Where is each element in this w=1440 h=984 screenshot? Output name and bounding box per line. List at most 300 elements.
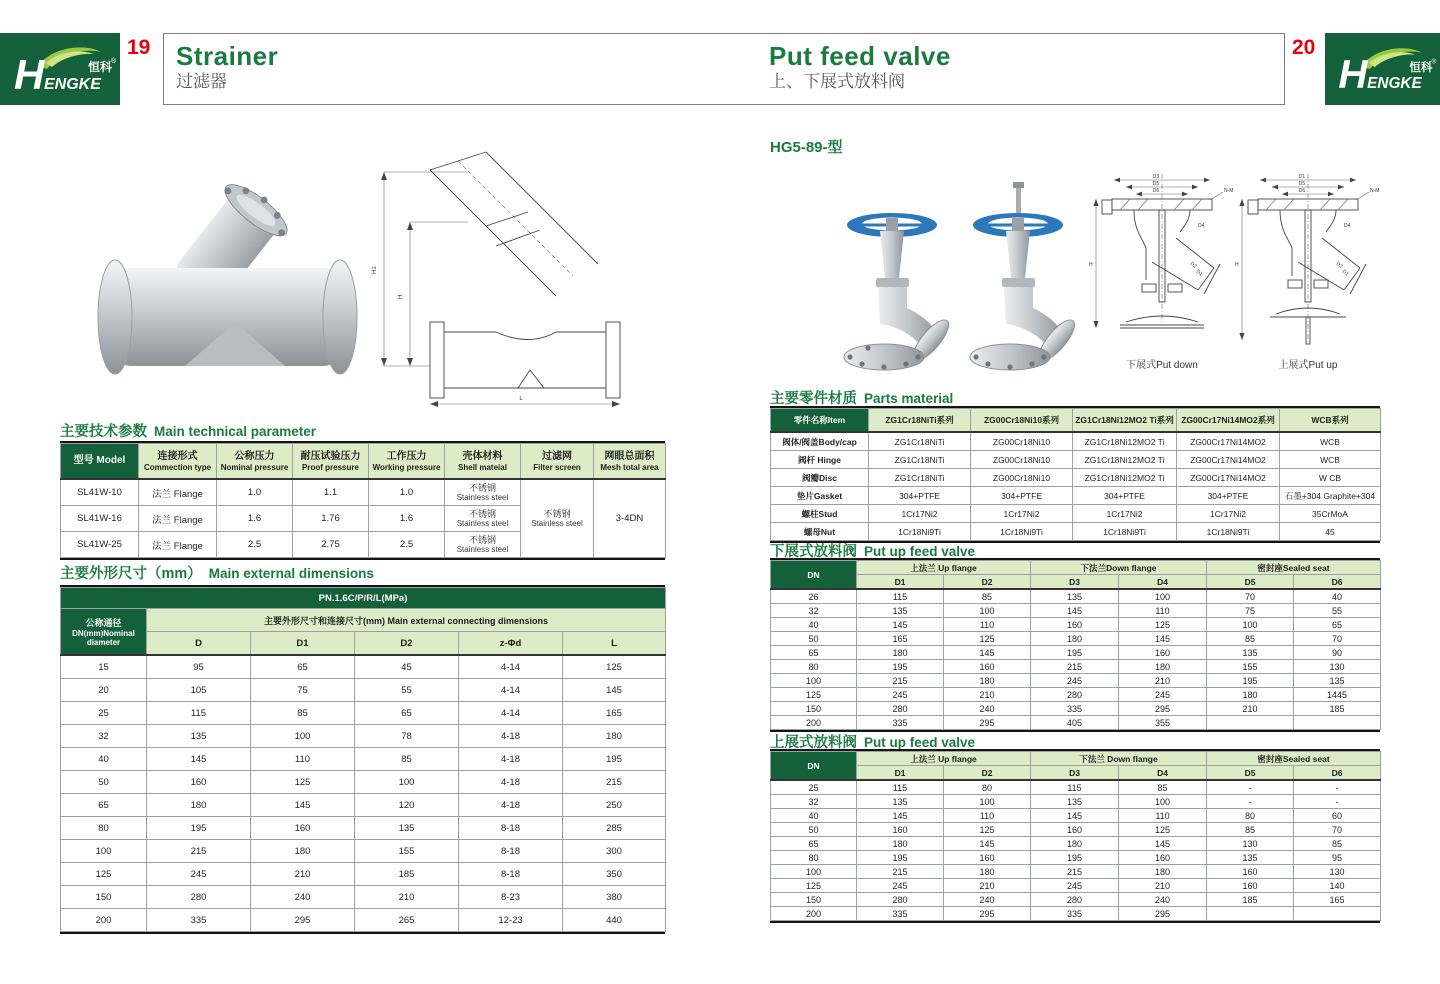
- pn-header-row: [61, 588, 666, 609]
- table-cell: 125: [771, 688, 857, 702]
- col-header-d5: D5: [1207, 575, 1294, 590]
- col-header-zd: z-Φd: [459, 632, 563, 656]
- table-cell: 155: [355, 840, 459, 863]
- table-cell: 160: [1031, 823, 1119, 837]
- table-cell: 180: [1119, 660, 1207, 674]
- col-header-d6: D6: [1294, 575, 1381, 590]
- table-cell: 160: [944, 851, 1031, 865]
- table-cell: 135: [355, 817, 459, 840]
- table-cell: 380: [563, 886, 666, 909]
- table-cell: -: [1207, 780, 1294, 795]
- col-header-d1: D1: [251, 632, 355, 656]
- table-row: [771, 432, 1381, 451]
- table-cell: 1Cr17Ni2: [869, 505, 971, 523]
- table-cell: 160: [944, 660, 1031, 674]
- svg-text:恒科: 恒科: [1409, 61, 1433, 74]
- col-header-shell: 壳体材料 Shell mateial: [445, 444, 521, 480]
- table-cell: 210: [251, 863, 355, 886]
- hengke-logo-icon: [1325, 33, 1440, 105]
- col-header-item: 零件名称Item: [771, 409, 869, 433]
- table-cell: 阀体/阀盖Body/cap: [771, 432, 869, 451]
- table-cell: 65: [355, 702, 459, 725]
- dim-label: D1: [1194, 268, 1204, 278]
- table-cell: 125: [251, 771, 355, 794]
- col-header-dn: DN: [771, 752, 857, 781]
- table-cell: SL41W-25: [61, 532, 139, 558]
- strainer-photo: [85, 182, 370, 415]
- table-cell: 215: [147, 840, 251, 863]
- page-number-left: 19: [127, 36, 151, 59]
- table-row: [61, 725, 666, 748]
- table-row: [61, 771, 666, 794]
- dim-label: D5: [1152, 181, 1160, 187]
- table-cell: 180: [1031, 632, 1119, 646]
- table-cell: 135: [1207, 646, 1294, 660]
- table-cell: 210: [355, 886, 459, 909]
- table-row: [61, 479, 666, 506]
- table-cell: 304+PTFE: [1177, 487, 1280, 505]
- table-cell: 215: [1031, 865, 1119, 879]
- table-row: [61, 794, 666, 817]
- table-cell: 80: [1207, 809, 1294, 823]
- table-cell: 180: [857, 646, 944, 660]
- drawing-put-up: [1232, 172, 1384, 371]
- table-cell: 304+PTFE: [971, 487, 1073, 505]
- table-cell: ZG1Cr18NiTi: [869, 469, 971, 487]
- table-cell: 215: [857, 865, 944, 879]
- dim-label-h: H: [1235, 262, 1239, 268]
- table-row: [771, 879, 1381, 893]
- table-cell: 215: [1031, 660, 1119, 674]
- dim-label: D2: [1188, 260, 1198, 270]
- table-cell: 110: [1119, 604, 1207, 618]
- table-cell: 4-18: [459, 748, 563, 771]
- table-cell: 1445: [1294, 688, 1381, 702]
- table-cell: 105: [147, 679, 251, 702]
- table-cell: 135: [1294, 674, 1381, 688]
- left-page-subtitle: 过滤器: [176, 72, 227, 91]
- table-cell: 405: [1031, 716, 1119, 730]
- col-header-series-3: ZG1Cr18Ni12MO2 Ti系列: [1073, 409, 1177, 433]
- col-header-d2: D2: [355, 632, 459, 656]
- table-cell: 295: [944, 907, 1031, 921]
- table-cell: 145: [944, 837, 1031, 851]
- table-cell: 65: [771, 837, 857, 851]
- table-cell: 195: [857, 660, 944, 674]
- table-cell: 螺柱Stud: [771, 505, 869, 523]
- table-cell: 120: [355, 794, 459, 817]
- table-cell: 145: [1119, 837, 1207, 851]
- table-cell: 240: [944, 893, 1031, 907]
- table-cell: 1Cr17Ni2: [1073, 505, 1177, 523]
- table-cell: 180: [944, 865, 1031, 879]
- table-cell: 135: [1031, 795, 1119, 809]
- table-cell: 50: [771, 823, 857, 837]
- table-cell: 1Cr18Ni9Ti: [869, 523, 971, 541]
- flange-sub-header-row: [771, 766, 1381, 781]
- table-cell: 4-14: [459, 679, 563, 702]
- table-cell: 145: [1119, 632, 1207, 646]
- table-cell: 195: [147, 817, 251, 840]
- dim-label: D2: [1334, 260, 1344, 270]
- table-cell: [1207, 907, 1294, 921]
- table-cell: 125: [61, 863, 147, 886]
- table-cell: 280: [857, 702, 944, 716]
- dim-label: D6: [1152, 188, 1160, 194]
- table-cell: 135: [1207, 851, 1294, 865]
- col-header-d3: D3: [1031, 575, 1119, 590]
- table-cell: 135: [857, 604, 944, 618]
- table-cell: 160: [1119, 851, 1207, 865]
- table-cell: -: [1294, 780, 1381, 795]
- table-cell: 300: [563, 840, 666, 863]
- table-cell: 1Cr17Ni2: [971, 505, 1073, 523]
- table-cell: 245: [147, 863, 251, 886]
- table-cell: 12-23: [459, 909, 563, 932]
- put-up-feed-valve-table: [770, 749, 1380, 923]
- table-cell: 8-18: [459, 840, 563, 863]
- table-cell: 50: [61, 771, 147, 794]
- table-cell: 1.0: [217, 479, 293, 506]
- table-cell: 180: [944, 674, 1031, 688]
- table-cell: 195: [1031, 646, 1119, 660]
- table-cell: 15: [61, 655, 147, 679]
- table-cell: -: [1207, 795, 1294, 809]
- table-cell: 85: [1294, 837, 1381, 851]
- table-cell: SL41W-16: [61, 506, 139, 532]
- table-cell: 215: [563, 771, 666, 794]
- table-cell: 70: [1294, 823, 1381, 837]
- dim-label-nm: N-M: [1224, 188, 1234, 194]
- right-page-subtitle: 上、下展式放料阀: [769, 72, 905, 91]
- table-cell: WCB: [1280, 451, 1381, 469]
- table-cell: 法兰 Flange: [139, 506, 217, 532]
- table-row: [771, 660, 1381, 674]
- table-cell: 115: [857, 589, 944, 604]
- parts-material-title: 主要零件材质 Parts material: [770, 391, 954, 407]
- table-cell: 155: [1207, 660, 1294, 674]
- tech-param-title: 主要技术参数 Main technical parameter: [60, 424, 317, 440]
- table-cell: 85: [251, 702, 355, 725]
- dim-col-header-row: [61, 632, 666, 656]
- tech-param-table: [60, 441, 665, 560]
- table-cell: 2.5: [217, 532, 293, 558]
- up-flange-header: 上法兰 Up flange: [857, 561, 1031, 575]
- table-cell: ZG00Cr18Ni10: [971, 469, 1073, 487]
- table-cell: 245: [857, 879, 944, 893]
- table-cell: 20: [61, 679, 147, 702]
- table-cell: 100: [771, 674, 857, 688]
- table-cell: 85: [355, 748, 459, 771]
- table-cell: 110: [251, 748, 355, 771]
- dim-group-header-row: [61, 609, 666, 632]
- col-header-l: L: [563, 632, 666, 656]
- col-header-d3: D3: [1031, 766, 1119, 781]
- table-row: [61, 840, 666, 863]
- table-cell: 阀瓣Disc: [771, 469, 869, 487]
- table-cell: 195: [1031, 851, 1119, 865]
- table-cell: 160: [1207, 879, 1294, 893]
- table-cell: 210: [944, 688, 1031, 702]
- table-cell: 32: [61, 725, 147, 748]
- table-cell: [1294, 907, 1381, 921]
- table-cell: 26: [771, 589, 857, 604]
- table-cell: 355: [1119, 716, 1207, 730]
- table-cell: 245: [1031, 879, 1119, 893]
- table-cell: 85: [944, 589, 1031, 604]
- table-cell: 不锈钢 Stainless steel: [445, 506, 521, 532]
- table-cell: 32: [771, 795, 857, 809]
- table-cell: 195: [857, 851, 944, 865]
- table-cell: 150: [771, 702, 857, 716]
- external-dim-table: [60, 585, 665, 934]
- table-cell: 75: [1207, 604, 1294, 618]
- col-header-mesh: 网眼总面积 Mesh total area: [594, 444, 666, 480]
- table-cell: ZG00Cr18Ni10: [971, 432, 1073, 451]
- dim-label: D3: [1152, 174, 1160, 180]
- table-cell: 阀杆 Hinge: [771, 451, 869, 469]
- col-header-working: 工作压力 Working pressure: [369, 444, 445, 480]
- table-cell: 65: [1294, 618, 1381, 632]
- table-cell: 125: [1119, 823, 1207, 837]
- table-cell: 78: [355, 725, 459, 748]
- table-cell: 304+PTFE: [1073, 487, 1177, 505]
- pn-header: PN.1.6C/P/R/L(MPa): [61, 588, 666, 609]
- table-row: [61, 817, 666, 840]
- left-page-title: Strainer: [176, 41, 279, 71]
- external-dim-title: 主要外形尺寸（mm） Main external dimensions: [60, 566, 374, 582]
- table-cell: 125: [944, 632, 1031, 646]
- col-header-filter: 过滤网 Filter screen: [521, 444, 594, 480]
- table-cell: 螺母Nut: [771, 523, 869, 541]
- table-cell: 70: [1294, 632, 1381, 646]
- table-cell: 130: [1294, 660, 1381, 674]
- table-cell: 法兰 Flange: [139, 532, 217, 558]
- dim-label: D1: [1340, 268, 1350, 278]
- dim-label-d4: D4: [1344, 223, 1351, 229]
- table-cell: 石墨+304 Graphite+304: [1280, 487, 1381, 505]
- flange-sub-header-row: [771, 575, 1381, 590]
- table-cell: 25: [61, 702, 147, 725]
- table-row: [771, 469, 1381, 487]
- flange-group-header-row: [771, 752, 1381, 766]
- table-cell: 2.75: [293, 532, 369, 558]
- table-row: [771, 795, 1381, 809]
- table-cell: -: [1294, 795, 1381, 809]
- dim-label: D5: [1298, 181, 1306, 187]
- sealed-seat-header: 密封座Sealed seat: [1207, 561, 1381, 575]
- flange-group-header-row: [771, 561, 1381, 575]
- col-header-d6: D6: [1294, 766, 1381, 781]
- table-cell: 65: [61, 794, 147, 817]
- table-cell: 245: [857, 688, 944, 702]
- table-cell: 65: [771, 646, 857, 660]
- table-cell: 180: [1207, 688, 1294, 702]
- table-row: [771, 893, 1381, 907]
- table-cell: 100: [944, 795, 1031, 809]
- table-cell: 1Cr18Ni9Ti: [1177, 523, 1280, 541]
- table-row: [771, 907, 1381, 921]
- table-cell: 1Cr18Ni9Ti: [1073, 523, 1177, 541]
- table-cell: 185: [1294, 702, 1381, 716]
- table-cell: 350: [563, 863, 666, 886]
- col-header-d2: D2: [944, 766, 1031, 781]
- table-cell: 70: [1207, 589, 1294, 604]
- table-row: [61, 702, 666, 725]
- table-cell: 115: [857, 780, 944, 795]
- table-cell: 1Cr18Ni9Ti: [971, 523, 1073, 541]
- parts-header-row: [771, 409, 1381, 433]
- strainer-drawing: [368, 142, 680, 419]
- table-row: [61, 679, 666, 702]
- hengke-logo-icon: [0, 33, 120, 105]
- table-cell: 295: [251, 909, 355, 932]
- table-row: [771, 780, 1381, 795]
- col-header-d4: D4: [1119, 766, 1207, 781]
- table-cell: 160: [1031, 618, 1119, 632]
- table-row: [771, 809, 1381, 823]
- table-cell: 80: [61, 817, 147, 840]
- valve-photo-put-down: [832, 192, 954, 382]
- table-row: [771, 646, 1381, 660]
- table-cell: 4-18: [459, 771, 563, 794]
- table-cell: 85: [1207, 823, 1294, 837]
- table-row: [61, 748, 666, 771]
- dim-label-nm: N-M: [1370, 188, 1380, 194]
- table-cell: ZG1Cr18NiTi: [869, 451, 971, 469]
- table-cell: 145: [857, 809, 944, 823]
- table-cell: 195: [1207, 674, 1294, 688]
- table-cell: 100: [61, 840, 147, 863]
- table-cell: 不锈钢 Stainless steel: [445, 479, 521, 506]
- table-cell: 200: [771, 716, 857, 730]
- table-cell: 145: [857, 618, 944, 632]
- table-cell: 125: [771, 879, 857, 893]
- dim-label-h: H: [1089, 262, 1093, 268]
- table-cell: 335: [857, 716, 944, 730]
- table-cell: 100: [1119, 589, 1207, 604]
- down-flange-header: 下法兰Down flange: [1031, 561, 1207, 575]
- col-header-proof: 耐压试验压力 Proof pressure: [293, 444, 369, 480]
- table-cell: W CB: [1280, 469, 1381, 487]
- table-row: [771, 837, 1381, 851]
- logo-rest: ENGKE: [44, 76, 101, 93]
- table-row: [771, 618, 1381, 632]
- table-cell: 195: [563, 748, 666, 771]
- table-cell: 100: [1119, 795, 1207, 809]
- table-cell: 95: [1294, 851, 1381, 865]
- table-cell: 145: [1031, 604, 1119, 618]
- table-cell: 160: [251, 817, 355, 840]
- table-cell: 165: [563, 702, 666, 725]
- up-flange-header: 上法兰 Up flange: [857, 752, 1031, 766]
- table-cell: 210: [944, 879, 1031, 893]
- table-cell: 335: [147, 909, 251, 932]
- table-cell: 295: [1119, 907, 1207, 921]
- table-cell: 125: [563, 655, 666, 679]
- table-cell: 145: [563, 679, 666, 702]
- table-cell: [1294, 716, 1381, 730]
- table-cell: 145: [1031, 809, 1119, 823]
- table-cell: 1.6: [217, 506, 293, 532]
- table-row: [61, 863, 666, 886]
- brand-logo-left: [0, 33, 120, 105]
- table-row: [771, 716, 1381, 730]
- put-down-feed-valve-table: [770, 558, 1380, 732]
- table-cell: 210: [1207, 702, 1294, 716]
- table-cell: 40: [61, 748, 147, 771]
- col-header-d4: D4: [1119, 575, 1207, 590]
- table-cell: 115: [147, 702, 251, 725]
- table-cell: 210: [1119, 879, 1207, 893]
- table-cell: 135: [857, 795, 944, 809]
- table-cell: ZG00Cr17Ni14MO2: [1177, 432, 1280, 451]
- dim-label-h1: H1: [372, 266, 378, 274]
- connecting-dims-header: 主要外形尺寸和连接尺寸(mm) Main external connecting dimensions: [147, 609, 666, 632]
- table-cell: 100: [1207, 618, 1294, 632]
- table-cell: 50: [771, 632, 857, 646]
- table-row: [771, 851, 1381, 865]
- tech-header-row: [61, 444, 666, 480]
- table-cell: 4-14: [459, 702, 563, 725]
- table-cell: 145: [251, 794, 355, 817]
- table-cell: 150: [61, 886, 147, 909]
- table-cell: 25: [771, 780, 857, 795]
- table-cell: ZG00Cr18Ni10: [971, 451, 1073, 469]
- table-cell: 240: [251, 886, 355, 909]
- col-header-series-5: WCB系列: [1280, 409, 1381, 433]
- table-cell: 1Cr17Ni2: [1177, 505, 1280, 523]
- table-cell: 180: [251, 840, 355, 863]
- table-row: [771, 451, 1381, 469]
- table-cell: 130: [1294, 865, 1381, 879]
- table-cell: 80: [771, 851, 857, 865]
- col-header-d1: D1: [857, 766, 944, 781]
- dim-label: D6: [1298, 188, 1306, 194]
- table-cell: 245: [1119, 688, 1207, 702]
- table-cell: 180: [857, 837, 944, 851]
- table-cell: 240: [944, 702, 1031, 716]
- table-cell: 1.0: [369, 479, 445, 506]
- table-cell: 90: [1294, 646, 1381, 660]
- col-header-dn: DN: [771, 561, 857, 590]
- down-flange-header: 下法兰 Down flange: [1031, 752, 1207, 766]
- table-row: [771, 702, 1381, 716]
- table-cell: 335: [857, 907, 944, 921]
- table-row: [771, 523, 1381, 541]
- table-row: [61, 655, 666, 679]
- table-cell: WCB: [1280, 432, 1381, 451]
- table-row: [771, 823, 1381, 837]
- drawing-put-down: [1086, 172, 1238, 371]
- right-page-title: Put feed valve: [769, 41, 951, 71]
- sealed-seat-header: 密封座Sealed seat: [1207, 752, 1381, 766]
- table-cell: ZG00Cr17Ni14MO2: [1177, 469, 1280, 487]
- drawing-caption: 下展式Put down: [1126, 360, 1198, 371]
- table-cell: 145: [944, 646, 1031, 660]
- table-cell: 8-18: [459, 817, 563, 840]
- col-header-nominal: 公称压力 Nominal pressure: [217, 444, 293, 480]
- table-cell: 45: [1280, 523, 1381, 541]
- table-cell: 295: [1119, 702, 1207, 716]
- table-cell: 45: [355, 655, 459, 679]
- table-cell: 135: [147, 725, 251, 748]
- table-cell: SL41W-10: [61, 479, 139, 506]
- table-cell: 55: [1294, 604, 1381, 618]
- col-header-series-1: ZG1Cr18NiTi系列: [869, 409, 971, 433]
- col-header-connection: 连接形式 Commection type: [139, 444, 217, 480]
- page-number-right: 20: [1292, 36, 1316, 59]
